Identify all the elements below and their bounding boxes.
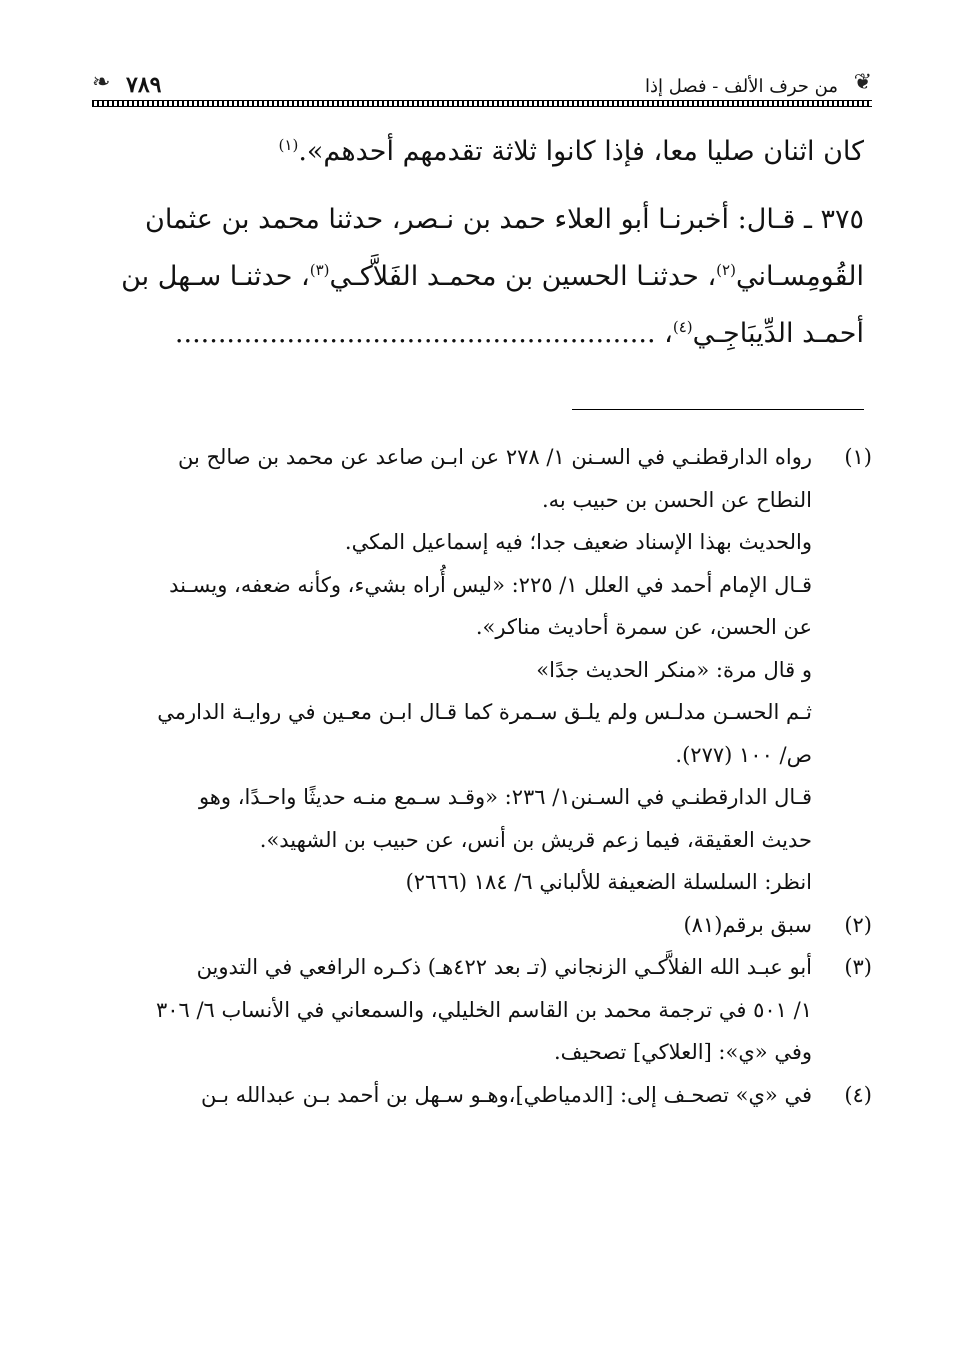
footnote-line: ثـم الحسـن مدلـس ولم يلـق سـمرة كما قـال ابـن معـين في روايـة الدارمي xyxy=(157,700,812,724)
footnote-ref-2: (٢) xyxy=(716,261,736,279)
footnote-ref-4: (٤) xyxy=(672,318,693,336)
footnote-line: أبو عبـد الله الفلاَّكـي الزنجاني (تـ بعد ٤٢٢هـ) ذكـره الرافعي في التدوين xyxy=(196,955,812,979)
narrator-fallaki: ، حدثنـا الحسين بن محمـد الفَلاَّكـي xyxy=(329,261,717,292)
footnote-line: وفي «ي»: [العلاكي] تصحيف. xyxy=(553,1040,812,1064)
footnote-ref-3: (٣) xyxy=(309,261,330,279)
footnote-line: النطاح عن الحسن بن حبيب به. xyxy=(541,487,812,512)
footnote-line: حديث العقيقة، فيما زعم قريش بن أنس، عن حبيب بن الشهيد». xyxy=(259,827,812,852)
ellipsis-dots: ، ........................................................ xyxy=(174,318,673,349)
ornament-right-icon: ❦ xyxy=(853,70,872,95)
footnote-line: و قال مرة: «منكر الحديث جدًا» xyxy=(536,657,812,682)
footnote-line: قـال الإمام أحمد في العلل ١/ ٢٢٥: «ليس أُراه بشيء، وكأنه ضعفه، ويسـند xyxy=(169,572,812,597)
paragraph-2-line-1: ٣٧٥ ـ قـال: أخبرنـا أبو العلاء حمد بن نـصر، حدثنا محمد بن عثمان xyxy=(145,204,864,235)
footnotes xyxy=(98,436,872,1116)
running-header xyxy=(92,66,872,106)
footnote-4 xyxy=(98,1074,872,1117)
footnote-number: (٣) xyxy=(844,955,872,979)
footnote-line: قـال الدارقطنـي في السـنن١/ ٢٣٦: «وقـد سـمع منـه حديثًا واحـدًا، وهو xyxy=(198,785,812,809)
narrator-sahl: ، حدثنـا سـهل بن xyxy=(121,261,310,292)
ornament-left-icon: ❧ xyxy=(92,70,111,95)
footnote-line: عن الحسن، عن سمرة أحاديث مناكر». xyxy=(475,615,812,639)
narrator-dibaji: أحمـد الدِّيبَاجِـي xyxy=(692,318,864,349)
header-title: من حرف الألف - فصل إذا xyxy=(645,76,838,97)
footnote-line: رواه الدارقطنـي في السـنن ١/ ٢٧٨ عن ابـن صاعد عن محمد بن صالح بن xyxy=(177,445,812,469)
footnote-number: (٤) xyxy=(844,1082,872,1107)
page-number: ٧٨٩ xyxy=(126,72,162,98)
footnote-line: ١/ ٥٠١ في ترجمة محمد بن القاسم الخليلي، والسمعاني في الأنساب ٦/ ٣٠٦ xyxy=(155,997,812,1022)
footnote-1 xyxy=(98,436,872,904)
footnote-line: في «ي» تصحـف إلى: [الدمياطي]،وهـو سـهل بن أحمد بـن عبدالله بـن xyxy=(200,1082,812,1107)
narrator-qumisani: القُومِسـاني xyxy=(735,261,864,292)
footnote-line: ص/ ١٠٠ (٢٧٧). xyxy=(675,742,812,767)
footnote-ref-1: (١) xyxy=(278,136,299,154)
paragraph-2-line-2 xyxy=(98,245,864,302)
footnote-2 xyxy=(98,904,872,947)
header-rule xyxy=(92,100,872,107)
footnote-line: والحديث بهذا الإسناد ضعيف جدا؛ فيه إسماعيل المكي. xyxy=(344,530,812,554)
paragraph-1-text: كان اثنان صليا معا، فإذا كانوا ثلاثة تقدمهم أحدهم». xyxy=(298,136,864,167)
main-text xyxy=(98,120,864,359)
footnote-line: سبق برقم(٨١) xyxy=(683,912,812,937)
paragraph-2-line-3 xyxy=(98,302,864,359)
footnote-line: انظر: السلسلة الضعيفة للألباني ٦/ ١٨٤ (٢٦٦٦) xyxy=(405,870,812,894)
paragraph-1 xyxy=(98,120,864,177)
footnote-3 xyxy=(98,946,872,1074)
footnote-number: (١) xyxy=(844,445,872,469)
footnote-number: (٢) xyxy=(844,912,872,937)
footnote-separator xyxy=(572,409,864,410)
